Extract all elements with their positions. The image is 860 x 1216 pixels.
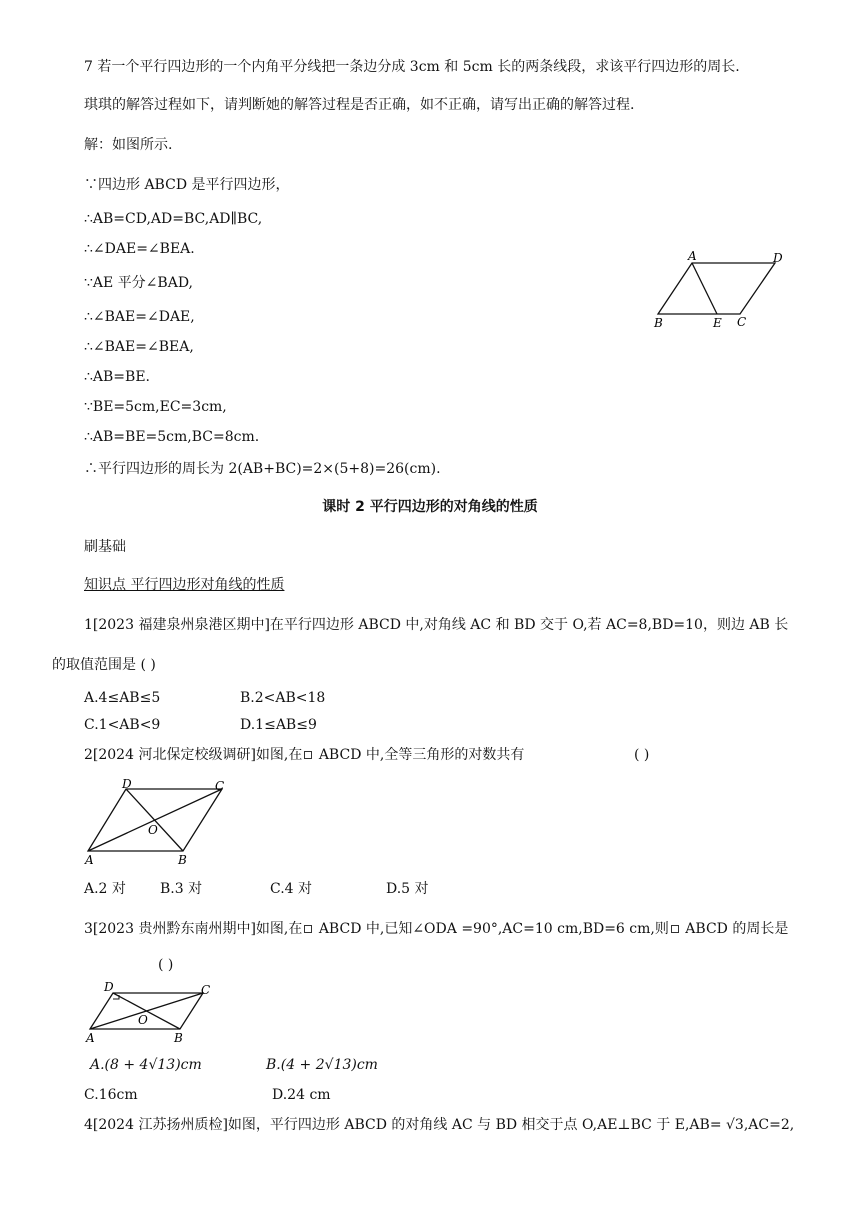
label-D: D [773,251,783,265]
q2-parallelogram-figure [82,778,232,870]
label-A: A [85,853,94,867]
q2-stem-prefix: 2[2024 河北保定校级调研]如图,在 [84,747,303,763]
label-D: D [122,778,132,791]
q3-option-d: D.24 cm [272,1087,331,1103]
q3-stem-middle: ABCD 中,已知∠ODA =90°,AC=10 cm,BD=6 cm,则 [314,921,669,937]
q7-step: ∵四边形 ABCD 是平行四边形， [84,177,290,193]
label-D: D [104,980,114,994]
q7-step: ∴AB=CD,AD=BC,AD∥BC, [84,211,263,227]
q7-step: ∴AB=BE. [84,369,150,385]
q2-option-a: A.2 对 [84,881,126,897]
q7-stem-line1: 7 若一个平行四边形的一个内角平分线把一条边分成 3cm 和 5cm 长的两条线段，求该平行四边形的周长. [84,59,740,75]
q7-step: 解：如图所示. [84,137,173,153]
q7-parallelogram-figure [645,248,795,334]
q2-option-c: C.4 对 [270,881,313,897]
label-B: B [178,853,187,867]
q3-parallelogram-figure [82,978,222,1046]
section-title: 课时 2 平行四边形的对角线的性质 [322,499,538,515]
q7-step: ∴∠BAE=∠DAE, [84,309,195,325]
label-O: O [138,1013,148,1027]
parallelogram-symbol-icon [304,751,312,759]
q2-stem [84,746,524,764]
q3-option-c: C.16cm [84,1087,138,1103]
q3-stem [84,920,788,938]
q7-step: ∴∠BAE=∠BEA, [84,339,194,355]
label-A: A [86,1031,95,1045]
q3-stem-prefix: 3[2023 贵州黔东南州期中]如图,在 [84,921,303,937]
q3-option-a: A.(8 + 4√13)cm [90,1057,202,1073]
label-C: C [215,779,225,793]
q3-option-b: B.(4 + 2√13)cm [266,1057,378,1073]
q7-step: ∴AB=BE=5cm,BC=8cm. [84,429,260,445]
label-B: B [174,1031,183,1045]
label-C: C [201,983,211,997]
q7-step: ∵BE=5cm,EC=3cm, [84,399,227,415]
q1-option-c: C.1<AB<9 [84,717,161,733]
q1-option-a: A.4≤AB≤5 [84,690,161,706]
q4-stem-line1: 4[2024 江苏扬州质检]如图，平行四边形 ABCD 的对角线 AC 与 BD 相交于点 O,AE⊥BC 于 E,AB= √3,AC=2, [84,1117,795,1133]
q1-option-d: D.1≤AB≤9 [240,717,317,733]
q1-stem-line2: 的取值范围是 ( ) [52,657,156,673]
q3-answer-paren: ( ) [158,957,174,973]
label-E: E [713,316,722,330]
q7-step: ∴∠DAE=∠BEA. [84,241,195,257]
q1-option-b: B.2<AB<18 [240,690,326,706]
q2-answer-paren: ( ) [634,747,650,763]
parallelogram-symbol-icon [671,925,679,933]
q2-option-b: B.3 对 [160,881,203,897]
label-A: A [688,249,697,263]
q1-stem-line1: 1[2023 福建泉州泉港区期中]在平行四边形 ABCD 中,对角线 AC 和 BD 交于 O,若 AC=8,BD=10，则边 AB 长 [84,617,789,633]
q2-option-d: D.5 对 [386,881,429,897]
q7-step: ∵AE 平分∠BAD, [84,275,193,291]
q2-stem-suffix: ABCD 中,全等三角形的对数共有 [314,747,525,763]
label-O: O [148,823,158,837]
q7-stem-line2: 琪琪的解答过程如下，请判断她的解答过程是否正确，如不正确，请写出正确的解答过程. [84,97,635,113]
subhead-basics: 刷基础 [84,539,126,555]
subhead-knowledge-point: 知识点 平行四边形对角线的性质 [84,577,285,593]
label-C: C [737,315,747,329]
parallelogram-symbol-icon [304,925,312,933]
q7-step: ∴平行四边形的周长为 2(AB+BC)=2×(5+8)=26(cm). [84,461,441,477]
label-B: B [654,316,663,330]
q3-stem-suffix: ABCD 的周长是 [680,921,789,937]
